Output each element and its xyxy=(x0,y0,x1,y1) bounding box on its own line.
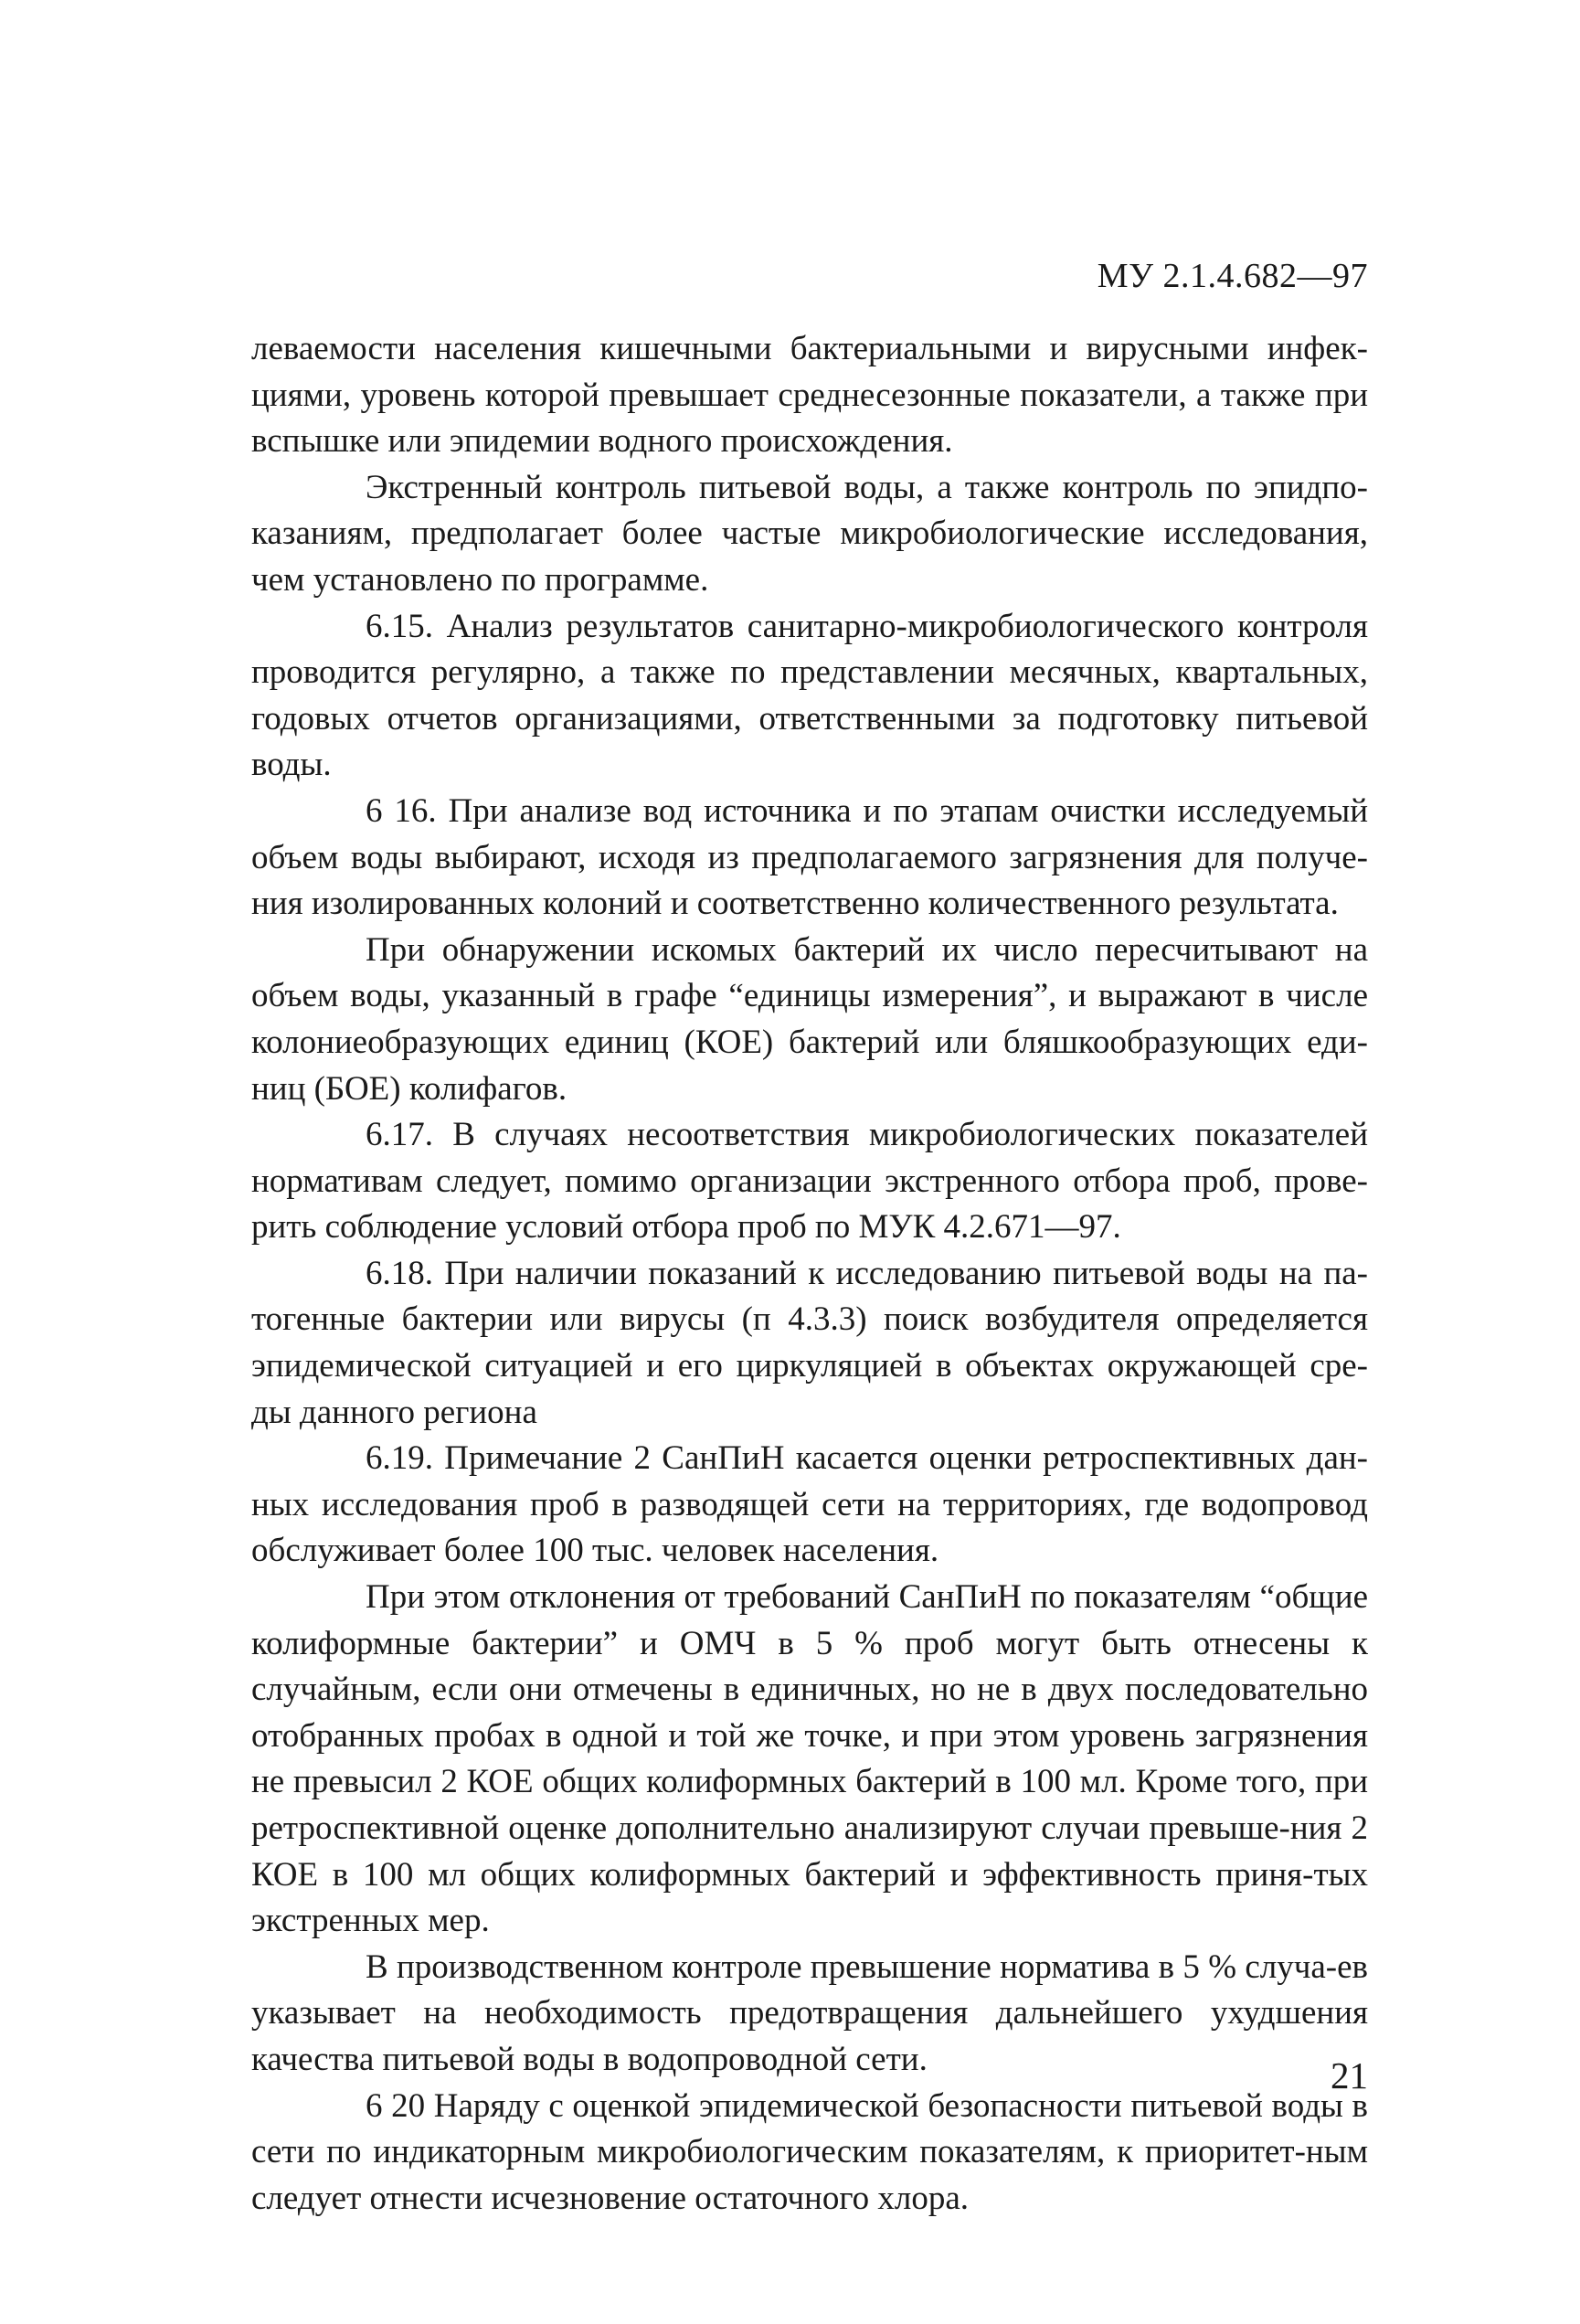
document-code: МУ 2.1.4.682—97 xyxy=(1097,257,1368,295)
paragraph-production-control: В производственном контроле превышение норматива в 5 % случа-ев указывает на необходимость предотвращения дальнейшего ухудшения качества питьевой воды в водопроводной сети. xyxy=(251,1947,1368,2078)
paragraph-6-19: 6.19. Примечание 2 СанПиН касается оценки ретроспективных дан-ных исследования проб в разводящей сети на территориях, где водопровод обслуживает более 100 тыс. человек населения. xyxy=(251,1439,1368,1570)
paragraph-6-18: 6.18. При наличии показаний к исследованию питьевой воды на па-тогенные бактерии или вирусы (п 4.3.3) поиск возбудителя определяется эпидемической ситуацией и его циркуляцией в объектах окружающей сре-ды данного региона xyxy=(251,1254,1368,1431)
paragraph-bacteria-count: При обнаружении искомых бактерий их число пересчитывают на объем воды, указанный в графе “единицы измерения”, и выражают в числе колониеобразующих единиц (КОЕ) бактерий или бляшкообразующих еди-ниц (БОЕ) колифагов. xyxy=(251,930,1368,1108)
paragraph-6-17: 6.17. В случаях несоответствия микробиологических показателей нормативам следует, помимо организации экстренного отбора проб, прове-рить соблюдение условий отбора проб по МУК 4.2.671—97. xyxy=(251,1116,1368,1247)
body-text xyxy=(251,326,1368,2222)
paragraph-continuation: леваемости населения кишечными бактериальными и вирусными инфек-циями, уровень которой превышает среднесезонные показатели, а также при вспышке или эпидемии водного происхождения. xyxy=(251,330,1368,461)
paragraph-deviations: При этом отклонения от требований СанПиН по показателям “общие колиформные бактерии” и ОМЧ в 5 % проб могут быть отнесены к случайным, если они отмечены в единичных, но не в двух последовательно отобранных пробах в одной и той же точке, и при этом уровень загрязнения не превысил 2 КОЕ общих колиформных бактерий в 100 мл. Кроме того, при ретроспективной оценке дополнительно анализируют случаи превыше-ния 2 КОЕ в 100 мл общих колиформных бактерий и эффективность приня-тых экстренных мер. xyxy=(251,1578,1368,1940)
paragraph-6-15: 6.15. Анализ результатов санитарно-микробиологического контроля проводится регулярно, а также по представлении месячных, квартальных, годовых отчетов организациями, ответственными за подготовку питьевой воды. xyxy=(251,607,1368,784)
paragraph-emergency-control: Экстренный контроль питьевой воды, а также контроль по эпидпо-казаниям, предполагает более частые микробиологические исследования, чем установлено по программе. xyxy=(251,468,1368,599)
page-number: 21 xyxy=(1331,2054,1368,2096)
paragraph-6-20: 6 20 Наряду с оценкой эпидемической безопасности питьевой воды в сети по индикаторным микробиологическим показателям, к приоритет-ным следует отнести исчезновение остаточного хлора. xyxy=(251,2086,1368,2217)
paragraph-6-16: 6 16. При анализе вод источника и по этапам очистки исследуемый объем воды выбирают, исходя из предполагаемого загрязнения для получе-ния изолированных колоний и соответственно количественного результата. xyxy=(251,791,1368,923)
